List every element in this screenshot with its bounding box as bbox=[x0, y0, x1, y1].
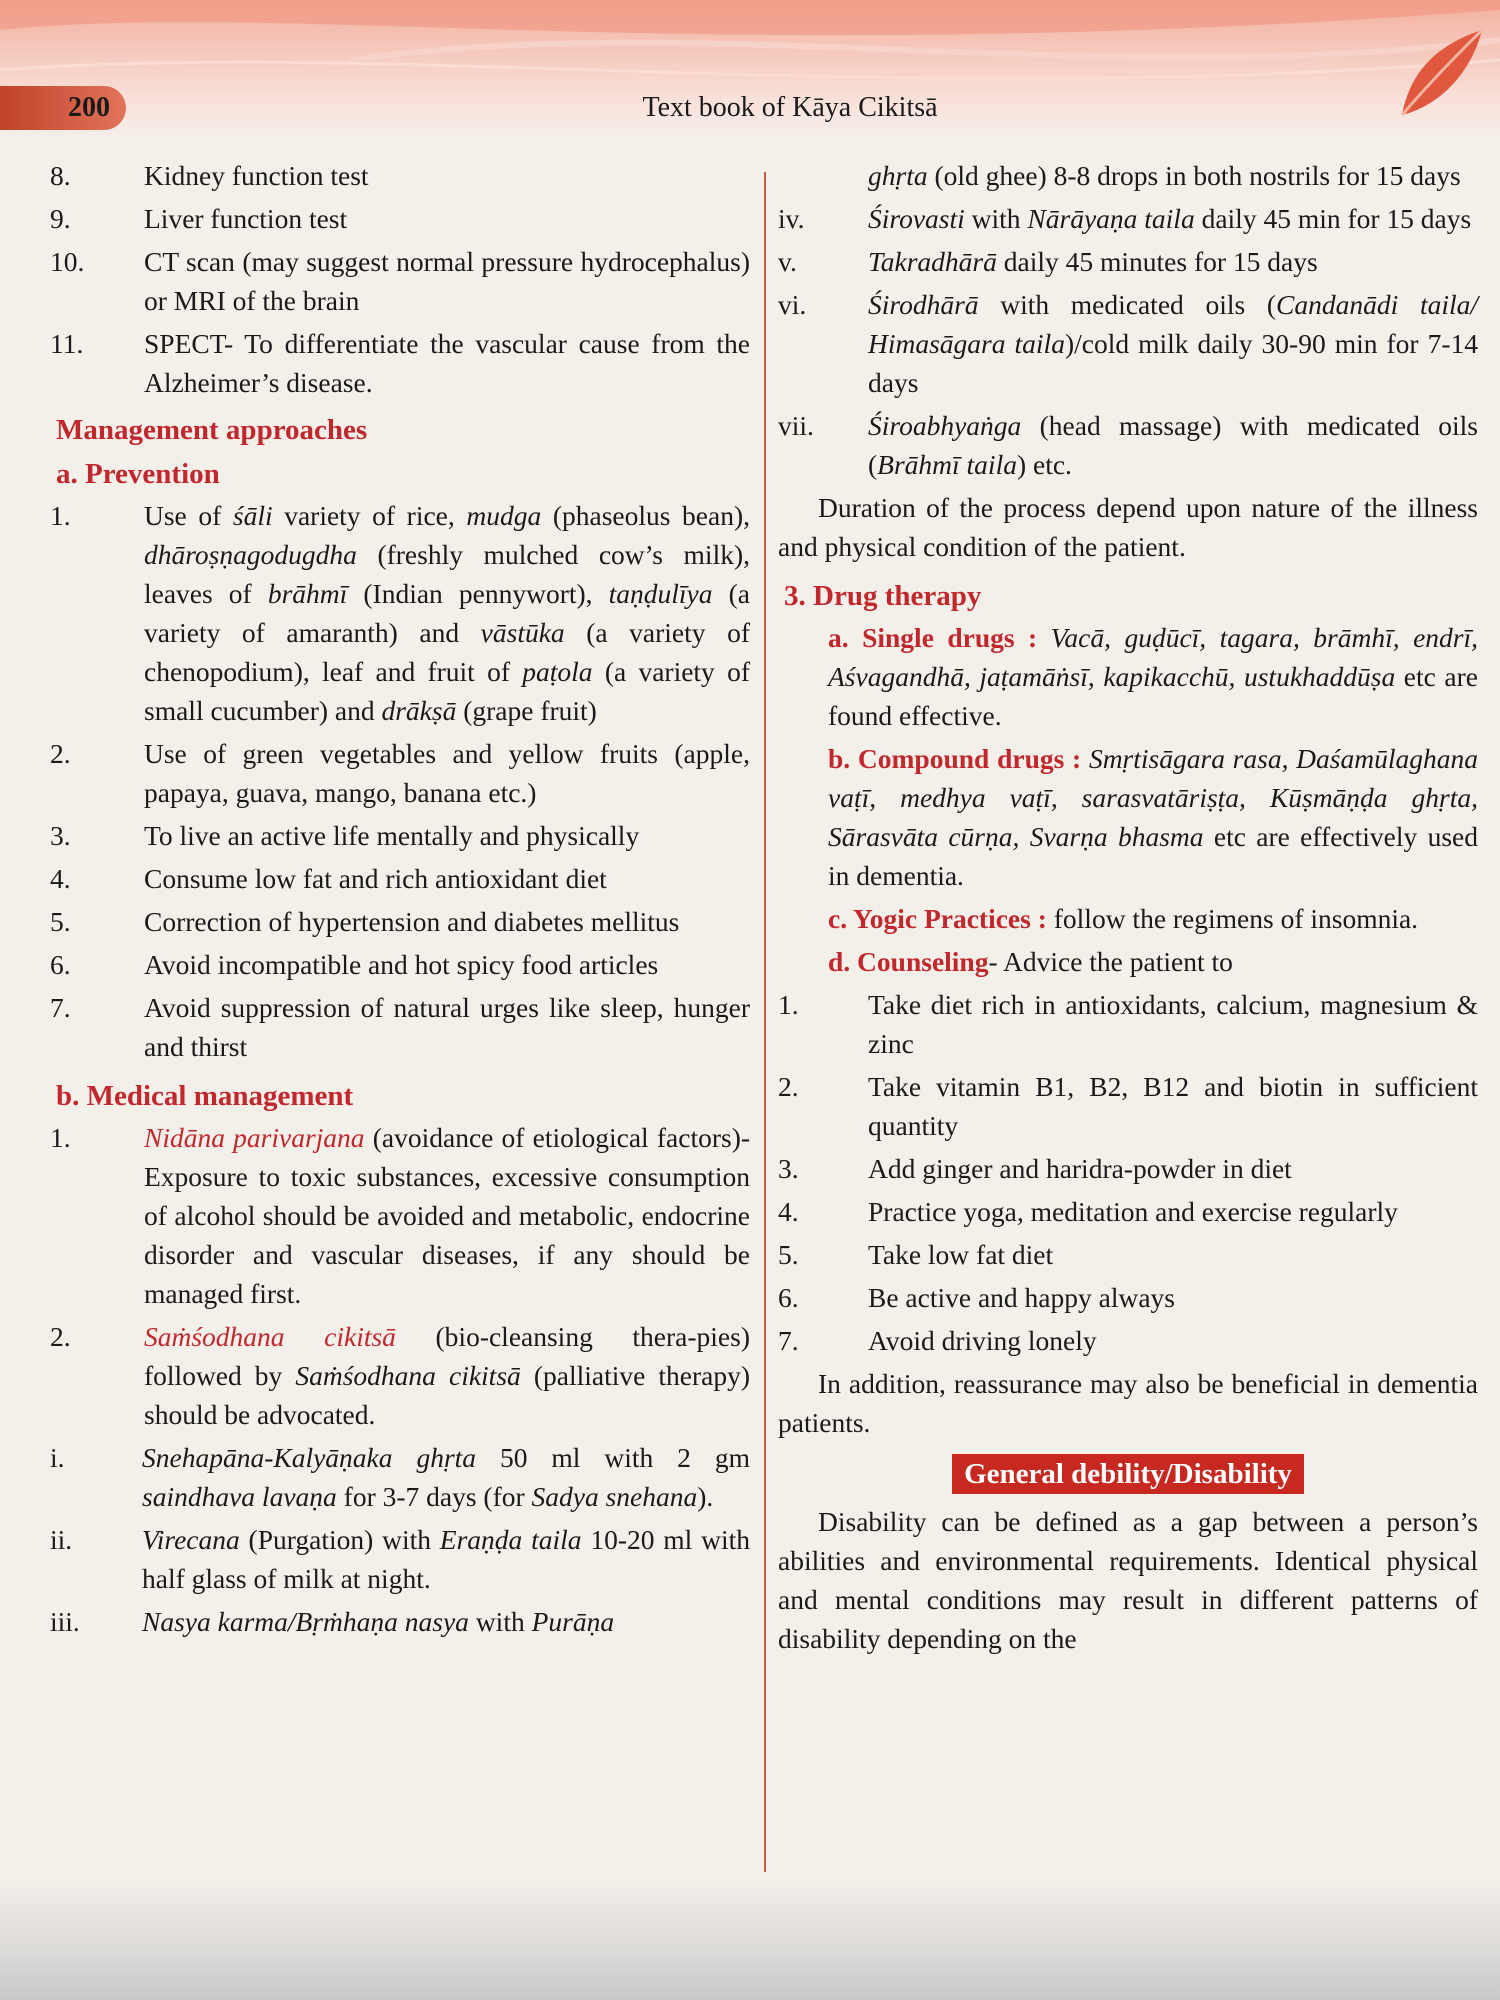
item-text: Be active and happy always bbox=[868, 1282, 1175, 1313]
leaf-icon bbox=[1382, 20, 1492, 130]
item-number: 6. bbox=[778, 1282, 799, 1313]
disability-paragraph: Disability can be defined as a gap between a person’s abilities and environmental requirements. Identical physical and mental conditions may result in different patterns of disability depending on the bbox=[778, 1506, 1478, 1654]
item-number: 7. bbox=[50, 992, 71, 1023]
item-number: 10. bbox=[50, 246, 85, 277]
medical-item-1: 1. Nidāna parivarjana (avoidance of etiological factors)- Exposure to toxic substances, excessive consumption of alcohol should be avoided and metabolic, endocrine disorder and vascular diseases, if any should be managed first. bbox=[50, 1122, 751, 1309]
footer-band bbox=[0, 1880, 1500, 2000]
item-number: 4. bbox=[778, 1196, 799, 1227]
tests-list bbox=[50, 156, 750, 402]
page-number: 200 bbox=[0, 86, 126, 130]
item-number: 11. bbox=[50, 328, 84, 359]
test-item bbox=[50, 242, 750, 320]
item-text: Kidney function test bbox=[144, 160, 369, 191]
item-text: Avoid incompatible and hot spicy food articles bbox=[144, 949, 659, 980]
prevention-item bbox=[50, 734, 750, 812]
advice-item bbox=[778, 1278, 1478, 1317]
item-number: 1. bbox=[50, 500, 71, 531]
medical-subitem-i: i. Snehapāna-Kalyāṇaka ghṛta 50 ml with 2 gm saindhava lavaṇa for 3-7 days (for Sadya snehana). bbox=[50, 1442, 750, 1512]
item-text: Liver function test bbox=[144, 203, 348, 234]
medical-heading: b. Medical management bbox=[56, 1080, 354, 1112]
item-text: Avoid suppression of natural urges like sleep, hunger and thirst bbox=[144, 992, 750, 1062]
item-text: Take vitamin B1, B2, B12 and biotin in sufficient quantity bbox=[868, 1071, 1478, 1141]
prevention-list bbox=[50, 734, 750, 1066]
prevention-item bbox=[50, 945, 750, 984]
prevention-item-1: 1. Use of śāli variety of rice, mudga (phaseolus bean), dhāroṣṇagodugdha (freshly mulched cow’s milk), leaves of brāhmī (Indian pennywort), taṇḍulīya (a variety of amaranth) and vāstūka (a variety of chenopodium), leaf and fruit of paṭola (a variety of small cucumber) and drākṣā (grape fruit) bbox=[50, 496, 750, 730]
single-drugs: a. Single drugs : Vacā, guḍūcī, tagara, brāmhī, endrī, Aśvagandhā, jaṭamāṅsī, kapikacchū, ustukhaddūṣa etc are found effective. bbox=[828, 622, 1478, 731]
item-text: Add ginger and haridra-powder in diet bbox=[868, 1153, 1292, 1184]
medical-item-2: 2. Saṁśodhana cikitsā (bio-cleansing thera-pies) followed by Saṁśodhana cikitsā (palliative therapy) should be advocated. bbox=[50, 1321, 750, 1430]
item-number: 3. bbox=[50, 820, 71, 851]
advice-item bbox=[778, 1067, 1478, 1145]
item-number: 1. bbox=[778, 989, 799, 1020]
item-number: 9. bbox=[50, 203, 71, 234]
section-banner-wrap bbox=[778, 1454, 1478, 1494]
test-item bbox=[50, 199, 750, 238]
section-banner: General debility/Disability bbox=[952, 1454, 1304, 1494]
prevention-heading: a. Prevention bbox=[56, 458, 220, 490]
medical-subitem-v: v. Takradhārā daily 45 minutes for 15 days bbox=[778, 246, 1318, 277]
item-number: 2. bbox=[778, 1071, 799, 1102]
right-column bbox=[778, 156, 1478, 1658]
item-text: Take low fat diet bbox=[868, 1239, 1054, 1270]
compound-drugs: b. Compound drugs : Smṛtisāgara rasa, Daśamūlaghana vaṭī, medhya vaṭī, sarasvatāriṣṭa, Kūṣmāṇḍa ghṛta, Sārasvāta cūrṇa, Svarṇa bhasma etc are effectively used in dementia. bbox=[828, 743, 1478, 891]
prevention-item bbox=[50, 988, 750, 1066]
item-text: SPECT- To differentiate the vascular cause from the Alzheimer’s disease. bbox=[144, 328, 750, 398]
prevention-item bbox=[50, 859, 750, 898]
medical-subitem-ii: ii. Virecana (Purgation) with Eraṇḍa taila 10-20 ml with half glass of milk at night. bbox=[50, 1524, 750, 1594]
addition-paragraph: In addition, reassurance may also be beneficial in dementia patients. bbox=[778, 1368, 1478, 1438]
advice-item bbox=[778, 1149, 1478, 1188]
medical-subitem-iii-continued: ghṛta (old ghee) 8-8 drops in both nostrils for 15 days bbox=[868, 160, 1461, 191]
yogic-practices: c. Yogic Practices : follow the regimens of insomnia. bbox=[828, 903, 1419, 934]
management-heading: Management approaches bbox=[56, 414, 368, 446]
item-number: 5. bbox=[50, 906, 71, 937]
test-item bbox=[50, 324, 750, 402]
item-number: 5. bbox=[778, 1239, 799, 1270]
item-text: CT scan (may suggest normal pressure hydrocephalus) or MRI of the brain bbox=[144, 246, 750, 316]
drug-therapy-heading: 3. Drug therapy bbox=[784, 580, 982, 612]
item-number: 6. bbox=[50, 949, 71, 980]
left-column bbox=[50, 156, 750, 1641]
column-divider bbox=[764, 172, 766, 1872]
item-text: Practice yoga, meditation and exercise regularly bbox=[868, 1196, 1398, 1227]
medical-subitem-vi: vi. Śirodhārā with medicated oils (Candanādi taila/ Himasāgara taila)/cold milk daily 30-90 min for 7-14 days bbox=[778, 289, 1479, 398]
red-term: Nidāna parivarjana bbox=[144, 1122, 365, 1153]
test-item bbox=[50, 156, 750, 195]
duration-paragraph: Duration of the process depend upon nature of the illness and physical condition of the patient. bbox=[778, 492, 1478, 562]
red-term: Saṁśodhana cikitsā bbox=[144, 1321, 396, 1352]
item-text: Consume low fat and rich antioxidant diet bbox=[144, 863, 607, 894]
advice-item bbox=[778, 985, 1478, 1063]
item-number: 7. bbox=[778, 1325, 799, 1356]
medical-subitem-iii: iii. Nasya karma/Bṛṁhaṇa nasya with Purāṇa bbox=[50, 1606, 615, 1637]
item-text: Take diet rich in antioxidants, calcium, magnesium & zinc bbox=[868, 989, 1478, 1059]
item-number: 3. bbox=[778, 1153, 799, 1184]
item-text: Avoid driving lonely bbox=[868, 1325, 1097, 1356]
advice-item bbox=[778, 1192, 1478, 1231]
medical-subitem-iv: iv. Śirovasti with Nārāyaṇa taila daily 45 min for 15 days bbox=[778, 203, 1472, 234]
item-text: Correction of hypertension and diabetes mellitus bbox=[144, 906, 680, 937]
item-number: 2. bbox=[50, 738, 71, 769]
prevention-item bbox=[50, 902, 750, 941]
counseling: d. Counseling- Advice the patient to bbox=[828, 946, 1233, 977]
item-text: To live an active life mentally and physically bbox=[144, 820, 640, 851]
advice-item bbox=[778, 1321, 1478, 1360]
item-number: 4. bbox=[50, 863, 71, 894]
item-text: Use of green vegetables and yellow fruits (apple, papaya, guava, mango, banana etc.) bbox=[144, 738, 750, 808]
medical-subitem-vii: vii. Śiroabhyaṅga (head massage) with medicated oils (Brāhmī taila) etc. bbox=[778, 410, 1478, 480]
running-title: Text book of Kāya Cikitsā bbox=[642, 92, 938, 123]
item-number: 8. bbox=[50, 160, 71, 191]
advice-item bbox=[778, 1235, 1478, 1274]
prevention-item bbox=[50, 816, 750, 855]
advice-list bbox=[778, 985, 1478, 1360]
